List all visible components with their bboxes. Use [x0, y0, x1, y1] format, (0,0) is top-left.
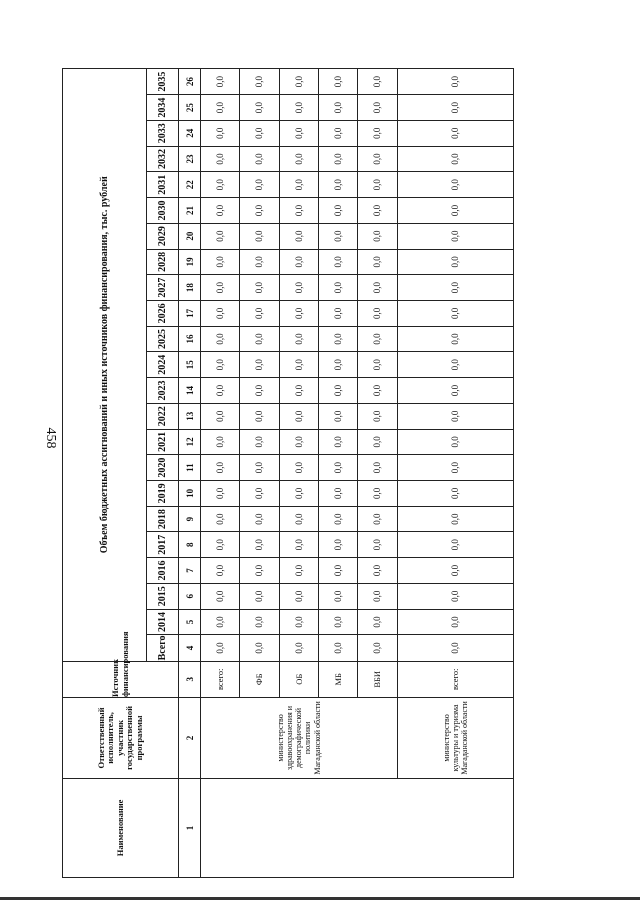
header-year: 2021 — [147, 429, 179, 455]
value-cell: 0,0 — [397, 69, 513, 95]
value-cell: 0,0 — [397, 146, 513, 172]
value-cell: 0,0 — [279, 146, 318, 172]
value-cell: 0,0 — [240, 455, 279, 481]
value-cell: 0,0 — [201, 558, 240, 584]
value-cell: 0,0 — [201, 532, 240, 558]
value-cell: 0,0 — [358, 223, 397, 249]
value-cell: 0,0 — [397, 558, 513, 584]
value-cell: 0,0 — [318, 455, 357, 481]
value-cell: 0,0 — [240, 609, 279, 635]
value-cell: 0,0 — [279, 95, 318, 121]
value-cell: 0,0 — [279, 300, 318, 326]
value-cell: 0,0 — [397, 532, 513, 558]
header-year: 2015 — [147, 583, 179, 609]
value-cell: 0,0 — [279, 532, 318, 558]
value-cell: 0,0 — [397, 275, 513, 301]
value-cell: 0,0 — [279, 352, 318, 378]
value-cell: 0,0 — [318, 223, 357, 249]
column-number: 26 — [179, 69, 201, 95]
header-name: Наименование — [63, 778, 179, 877]
value-cell: 0,0 — [201, 326, 240, 352]
value-cell: 0,0 — [397, 635, 513, 661]
value-cell: 0,0 — [397, 378, 513, 404]
value-cell: 0,0 — [397, 300, 513, 326]
value-cell: 0,0 — [279, 558, 318, 584]
value-cell: 0,0 — [358, 455, 397, 481]
value-cell: 0,0 — [240, 532, 279, 558]
value-cell: 0,0 — [397, 506, 513, 532]
value-cell: 0,0 — [397, 583, 513, 609]
header-year: 2035 — [147, 69, 179, 95]
value-cell: 0,0 — [358, 583, 397, 609]
value-cell: 0,0 — [201, 120, 240, 146]
value-cell: 0,0 — [358, 69, 397, 95]
column-number: 7 — [179, 558, 201, 584]
value-cell: 0,0 — [201, 146, 240, 172]
value-cell: 0,0 — [358, 480, 397, 506]
source-cell: всего: — [397, 661, 513, 697]
value-cell: 0,0 — [201, 506, 240, 532]
value-cell: 0,0 — [240, 429, 279, 455]
value-cell: 0,0 — [240, 223, 279, 249]
bottom-rule — [0, 897, 640, 900]
value-cell: 0,0 — [201, 223, 240, 249]
column-number: 2 — [179, 697, 201, 778]
source-cell: всего: — [201, 661, 240, 697]
value-cell: 0,0 — [318, 120, 357, 146]
column-number: 14 — [179, 378, 201, 404]
value-cell: 0,0 — [318, 352, 357, 378]
value-cell: 0,0 — [240, 146, 279, 172]
column-number: 6 — [179, 583, 201, 609]
value-cell: 0,0 — [279, 455, 318, 481]
value-cell: 0,0 — [240, 172, 279, 198]
source-cell: ФБ — [240, 661, 279, 697]
value-cell: 0,0 — [358, 429, 397, 455]
value-cell: 0,0 — [240, 326, 279, 352]
executor-cell: министерство культуры и туризма Магаданской области — [397, 697, 513, 778]
value-cell: 0,0 — [397, 429, 513, 455]
value-cell: 0,0 — [201, 69, 240, 95]
value-cell: 0,0 — [240, 558, 279, 584]
value-cell: 0,0 — [358, 635, 397, 661]
value-cell: 0,0 — [318, 198, 357, 224]
header-year: 2030 — [147, 198, 179, 224]
value-cell: 0,0 — [318, 172, 357, 198]
column-number: 16 — [179, 326, 201, 352]
value-cell: 0,0 — [279, 378, 318, 404]
header-year: 2025 — [147, 326, 179, 352]
value-cell: 0,0 — [358, 378, 397, 404]
header-volume: Объем бюджетных ассигнований и иных источников финансирования, тыс. рублей — [63, 69, 147, 662]
value-cell: 0,0 — [240, 583, 279, 609]
header-year: 2034 — [147, 95, 179, 121]
header-year: 2026 — [147, 300, 179, 326]
value-cell: 0,0 — [358, 300, 397, 326]
column-number: 8 — [179, 532, 201, 558]
value-cell: 0,0 — [201, 249, 240, 275]
value-cell: 0,0 — [397, 172, 513, 198]
value-cell: 0,0 — [279, 120, 318, 146]
value-cell: 0,0 — [240, 120, 279, 146]
column-number: 18 — [179, 275, 201, 301]
value-cell: 0,0 — [279, 583, 318, 609]
value-cell: 0,0 — [358, 198, 397, 224]
value-cell: 0,0 — [318, 146, 357, 172]
value-cell: 0,0 — [201, 403, 240, 429]
value-cell: 0,0 — [318, 403, 357, 429]
column-number: 13 — [179, 403, 201, 429]
value-cell: 0,0 — [318, 506, 357, 532]
column-number: 10 — [179, 480, 201, 506]
value-cell: 0,0 — [279, 480, 318, 506]
financing-table-rotated — [62, 68, 514, 878]
value-cell: 0,0 — [318, 583, 357, 609]
column-number: 20 — [179, 223, 201, 249]
column-number: 4 — [179, 635, 201, 661]
value-cell: 0,0 — [201, 480, 240, 506]
column-number: 25 — [179, 95, 201, 121]
name-cell — [201, 778, 514, 877]
value-cell: 0,0 — [201, 352, 240, 378]
value-cell: 0,0 — [201, 455, 240, 481]
value-cell: 0,0 — [279, 429, 318, 455]
value-cell: 0,0 — [358, 558, 397, 584]
column-number: 9 — [179, 506, 201, 532]
header-total: Всего — [147, 635, 179, 661]
header-year: 2033 — [147, 120, 179, 146]
column-number: 11 — [179, 455, 201, 481]
header-year: 2014 — [147, 609, 179, 635]
value-cell: 0,0 — [358, 326, 397, 352]
header-year: 2016 — [147, 558, 179, 584]
value-cell: 0,0 — [240, 506, 279, 532]
value-cell: 0,0 — [240, 69, 279, 95]
value-cell: 0,0 — [397, 352, 513, 378]
column-number: 1 — [179, 778, 201, 877]
value-cell: 0,0 — [358, 120, 397, 146]
header-year: 2024 — [147, 352, 179, 378]
column-number: 21 — [179, 198, 201, 224]
column-number: 22 — [179, 172, 201, 198]
value-cell: 0,0 — [397, 120, 513, 146]
header-year: 2028 — [147, 249, 179, 275]
header-executor: Ответственный исполнитель, участник государственной программы — [63, 697, 179, 778]
value-cell: 0,0 — [318, 275, 357, 301]
value-cell: 0,0 — [201, 275, 240, 301]
value-cell: 0,0 — [397, 198, 513, 224]
source-cell: ОБ — [279, 661, 318, 697]
value-cell: 0,0 — [318, 429, 357, 455]
value-cell: 0,0 — [240, 480, 279, 506]
value-cell: 0,0 — [397, 455, 513, 481]
value-cell: 0,0 — [358, 249, 397, 275]
value-cell: 0,0 — [201, 198, 240, 224]
value-cell: 0,0 — [397, 223, 513, 249]
value-cell: 0,0 — [240, 95, 279, 121]
header-year: 2017 — [147, 532, 179, 558]
value-cell: 0,0 — [318, 378, 357, 404]
header-year: 2029 — [147, 223, 179, 249]
value-cell: 0,0 — [358, 403, 397, 429]
value-cell: 0,0 — [279, 275, 318, 301]
value-cell: 0,0 — [358, 172, 397, 198]
source-cell: МБ — [318, 661, 357, 697]
source-cell: ВБИ — [358, 661, 397, 697]
header-year: 2020 — [147, 455, 179, 481]
column-number: 15 — [179, 352, 201, 378]
value-cell: 0,0 — [240, 198, 279, 224]
value-cell: 0,0 — [279, 198, 318, 224]
header-year: 2022 — [147, 403, 179, 429]
value-cell: 0,0 — [318, 558, 357, 584]
value-cell: 0,0 — [318, 532, 357, 558]
value-cell: 0,0 — [397, 609, 513, 635]
value-cell: 0,0 — [201, 583, 240, 609]
value-cell: 0,0 — [201, 172, 240, 198]
value-cell: 0,0 — [201, 635, 240, 661]
column-number: 3 — [179, 661, 201, 697]
value-cell: 0,0 — [240, 275, 279, 301]
value-cell: 0,0 — [318, 326, 357, 352]
value-cell: 0,0 — [318, 249, 357, 275]
value-cell: 0,0 — [397, 403, 513, 429]
header-source: Источник финансирования — [63, 661, 179, 697]
value-cell: 0,0 — [279, 223, 318, 249]
header-year: 2023 — [147, 378, 179, 404]
column-number: 24 — [179, 120, 201, 146]
header-year: 2032 — [147, 146, 179, 172]
value-cell: 0,0 — [318, 635, 357, 661]
value-cell: 0,0 — [397, 95, 513, 121]
table-row — [397, 69, 513, 878]
value-cell: 0,0 — [318, 69, 357, 95]
header-year: 2027 — [147, 275, 179, 301]
executor-cell: министерство здравоохранения и демографической политики Магаданской области — [201, 697, 398, 778]
value-cell: 0,0 — [358, 95, 397, 121]
value-cell: 0,0 — [279, 403, 318, 429]
value-cell: 0,0 — [279, 609, 318, 635]
value-cell: 0,0 — [240, 300, 279, 326]
value-cell: 0,0 — [318, 480, 357, 506]
value-cell: 0,0 — [279, 326, 318, 352]
value-cell: 0,0 — [240, 403, 279, 429]
page-number: 458 — [43, 427, 58, 449]
value-cell: 0,0 — [201, 95, 240, 121]
table-row — [201, 69, 240, 878]
header-year: 2018 — [147, 506, 179, 532]
value-cell: 0,0 — [397, 326, 513, 352]
value-cell: 0,0 — [279, 69, 318, 95]
value-cell: 0,0 — [397, 480, 513, 506]
value-cell: 0,0 — [240, 378, 279, 404]
value-cell: 0,0 — [358, 352, 397, 378]
column-number: 5 — [179, 609, 201, 635]
value-cell: 0,0 — [279, 249, 318, 275]
value-cell: 0,0 — [240, 635, 279, 661]
column-number: 12 — [179, 429, 201, 455]
value-cell: 0,0 — [358, 275, 397, 301]
value-cell: 0,0 — [318, 300, 357, 326]
value-cell: 0,0 — [397, 249, 513, 275]
value-cell: 0,0 — [358, 609, 397, 635]
value-cell: 0,0 — [318, 95, 357, 121]
value-cell: 0,0 — [279, 506, 318, 532]
column-number: 17 — [179, 300, 201, 326]
financing-table — [62, 68, 514, 878]
header-year: 2031 — [147, 172, 179, 198]
value-cell: 0,0 — [201, 609, 240, 635]
value-cell: 0,0 — [201, 300, 240, 326]
value-cell: 0,0 — [358, 532, 397, 558]
value-cell: 0,0 — [201, 378, 240, 404]
value-cell: 0,0 — [240, 352, 279, 378]
value-cell: 0,0 — [279, 172, 318, 198]
value-cell: 0,0 — [358, 146, 397, 172]
value-cell: 0,0 — [318, 609, 357, 635]
column-number: 23 — [179, 146, 201, 172]
value-cell: 0,0 — [279, 635, 318, 661]
value-cell: 0,0 — [240, 249, 279, 275]
value-cell: 0,0 — [201, 429, 240, 455]
value-cell: 0,0 — [358, 506, 397, 532]
header-year: 2019 — [147, 480, 179, 506]
column-number: 19 — [179, 249, 201, 275]
